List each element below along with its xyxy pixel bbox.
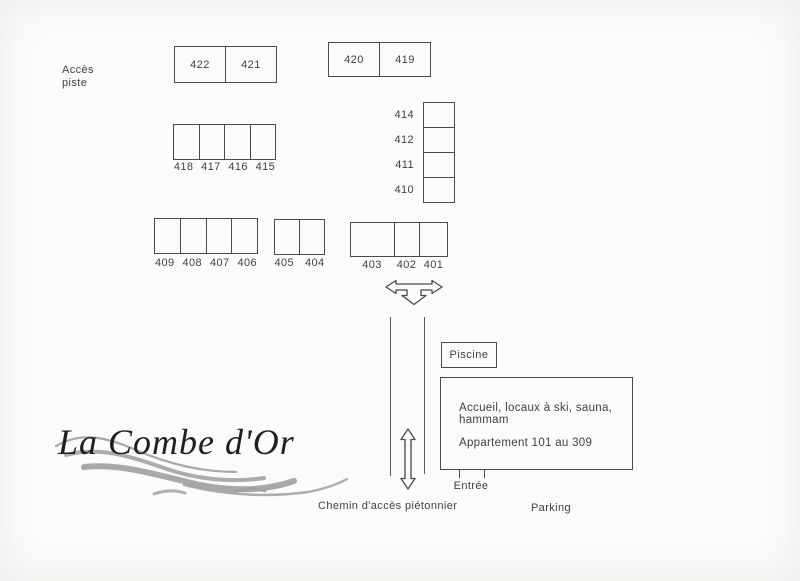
apartment-label: 409 (154, 257, 175, 269)
apartment-cell (351, 223, 395, 256)
apartment-label: 417 (201, 161, 221, 173)
apartment-cell (395, 223, 420, 256)
apartment-label: 403 (362, 259, 382, 271)
apartment-row-labels (151, 257, 261, 269)
apartment-cell (174, 125, 200, 159)
apartment-cell (420, 223, 447, 256)
main-building-box (440, 377, 633, 470)
acces-piste-line2: piste (62, 77, 88, 89)
apartment-cell (232, 219, 257, 253)
apartment-label: 418 (173, 161, 194, 173)
apartment-cell (225, 125, 251, 159)
apartment-cell: 420 (329, 43, 380, 76)
apartment-label: 410 (394, 184, 414, 197)
apartment-label: 407 (209, 257, 230, 269)
apartment-column-labels (370, 102, 414, 203)
apartment-cell: 421 (241, 58, 261, 71)
entrance-tick (459, 470, 460, 478)
entree-label: Entrée (453, 480, 489, 492)
apartment-block-422-421 (174, 46, 277, 83)
apartment-cell: 422 (175, 47, 226, 82)
apartment-cell (424, 153, 454, 178)
apartment-cell (207, 219, 233, 253)
apartment-label: 401 (423, 259, 444, 271)
piscine-label: Piscine (449, 349, 489, 361)
apartment-block-403-401 (350, 222, 448, 257)
apartment-label: 412 (394, 133, 414, 146)
apartment-block-418-415 (173, 124, 276, 160)
apartment-label: 416 (228, 161, 248, 173)
two-way-vertical-arrow-icon (400, 428, 416, 490)
apartment-row-labels (350, 259, 448, 271)
apartment-cell (155, 219, 181, 253)
apartment-cell: 419 (395, 53, 415, 66)
path-right-line (424, 317, 425, 474)
apartment-label: 404 (304, 257, 325, 269)
chemin-label: Chemin d'accès piétonnier (318, 500, 458, 512)
apartment-label: 402 (396, 259, 417, 271)
piscine-box (441, 342, 497, 368)
apartment-cell (300, 220, 324, 254)
apartment-block-405-404 (274, 219, 325, 255)
apartment-label: 411 (395, 159, 414, 172)
apartment-cell (424, 128, 454, 153)
apartment-row-labels (269, 257, 330, 269)
apartment-cell (424, 103, 454, 128)
apartment-cell (424, 178, 454, 202)
parking-label: Parking (530, 502, 572, 514)
building-services-label: Accueil, locaux à ski, sauna, hammam (459, 402, 613, 426)
apartment-block-414-410 (423, 102, 455, 203)
apartment-label: 406 (237, 257, 258, 269)
apartment-label: 408 (182, 257, 203, 269)
three-way-arrow-icon (384, 279, 444, 306)
apartment-cell (251, 125, 276, 159)
apartment-label: 414 (394, 108, 414, 121)
entrance-tick (484, 470, 485, 478)
apartment-block-409-406 (154, 218, 258, 254)
apartment-block-420-419 (328, 42, 431, 77)
apartment-cell (200, 125, 226, 159)
apartment-row-labels (170, 161, 279, 173)
building-apartments-label: Appartement 101 au 309 (459, 437, 593, 449)
acces-piste-label (62, 64, 94, 90)
apartment-cell (181, 219, 207, 253)
logo-wordmark: La Combe d'Or (58, 422, 295, 462)
apartment-label: 405 (274, 257, 295, 269)
path-left-line (390, 317, 391, 476)
apartment-cell (275, 220, 300, 254)
acces-piste-line1: Accès (62, 64, 94, 76)
apartment-label: 415 (255, 161, 276, 173)
